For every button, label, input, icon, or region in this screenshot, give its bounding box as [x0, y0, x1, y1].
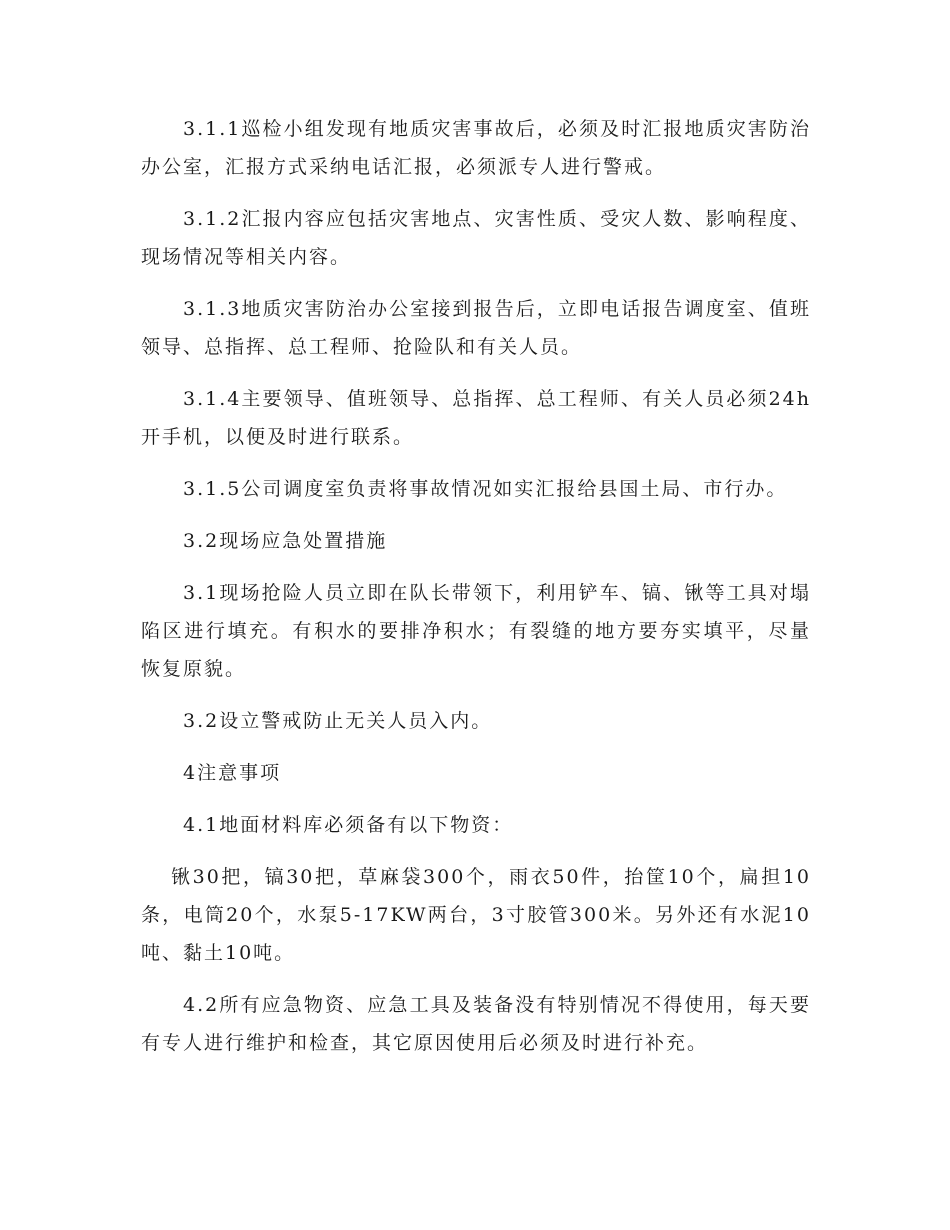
- section-heading-3-2: 3.2现场应急处置措施: [183, 530, 388, 552]
- paragraph-3-1-2: 3.1.2汇报内容应包括灾害地点、灾害性质、受灾人数、影响程度、现场情况等相关内容。: [141, 208, 811, 268]
- document-body: [141, 110, 811, 1076]
- paragraph-3-1-4: 3.1.4主要领导、值班领导、总指挥、总工程师、有关人员必须24h开手机，以便及时进行联系。: [141, 388, 811, 448]
- section-heading-4: 4注意事项: [183, 762, 282, 784]
- paragraph-3-1-5: 3.1.5公司调度室负责将事故情况如实汇报给县国土局、市行办。: [183, 478, 788, 500]
- paragraph-4-2: 4.2所有应急物资、应急工具及装备没有特别情况不得使用，每天要有专人进行维护和检查，其它原因使用后必须及时进行补充。: [141, 994, 811, 1054]
- paragraph-4-1: 4.1地面材料库必须备有以下物资：: [183, 814, 514, 836]
- paragraph-3-1-3: 3.1.3地质灾害防治办公室接到报告后，立即电话报告调度室、值班领导、总指挥、总工程师、抢险队和有关人员。: [141, 298, 811, 358]
- paragraph-3-1-1: 3.1.1巡检小组发现有地质灾害事故后，必须及时汇报地质灾害防治办公室，汇报方式采纳电话汇报，必须派专人进行警戒。: [141, 118, 811, 178]
- paragraph-3-2-cordon: 3.2设立警戒防止无关人员入内。: [183, 710, 493, 732]
- paragraph-3-1-onsite: 3.1现场抢险人员立即在队长带领下，利用铲车、镐、锹等工具对塌陷区进行填充。有积水的要排净积水；有裂缝的地方要夯实填平，尽量恢复原貌。: [141, 582, 811, 680]
- paragraph-supplies-list: 锹30把，镐30把，草麻袋300个，雨衣50件，抬筐10个，扁担10条，电筒20个，水泵5-17KW两台，3寸胶管300米。另外还有水泥10吨、黏土10吨。: [141, 866, 811, 964]
